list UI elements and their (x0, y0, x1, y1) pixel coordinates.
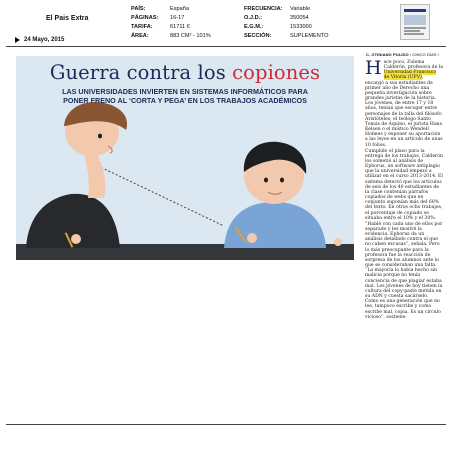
thumbnail-image (404, 15, 426, 25)
thumbnail-line (404, 27, 426, 29)
meta-value: 16-17 (170, 15, 185, 21)
thumbnail-masthead (404, 9, 426, 12)
meta-key: PÁGINAS: (131, 15, 159, 21)
meta-row (244, 32, 364, 41)
article-body-column (365, 57, 443, 321)
paragraph-text: ace poco, Zulema Calderón, profesora de la (383, 60, 443, 71)
article-paragraph (365, 57, 443, 148)
meta-left-block (131, 5, 246, 41)
article-hero (16, 56, 354, 260)
paragraph-text: , encargó a sus estudiantes de primer año de Derecho una pequeña investigación sobre grandes juristas de la historia. Los jóvenes, de entre 17 y 18 años, tenían que escoger entre personajes de la talla del filósofo Aristóteles, el teólogo Santo Tomás de Aquino, el jurista Hans Kelsen o el místico Wendell Holmes y exponer su aportación a las leyes en un artículo de unas 10 folios. (365, 75, 443, 148)
meta-row (131, 23, 246, 32)
meta-value: SUPLEMENTO (290, 33, 329, 39)
article-paragraph: “Hablé con cada uno de ellos por separado y les mostré la evidencia. Ephorus da un análisis detallado contra el que no caben excusas”, señala. Pero lo más preocupante para la profesora fue la reacción de sorpresa de los alumnos ante lo que se consideraban una falta. “La mayoría lo había hecho sin malicia porque no tenía conciencia de que plagiar estaba mal. Los jóvenes de hoy tienen la cultura del copy-paste metida en su ADN y cuesta sacárselo. Como es una generación que no lee, tampoco escribe y como escribe mal, copia. Es un círculo vicioso”, sostiene. (365, 221, 443, 320)
bottom-divider (6, 424, 446, 425)
meta-key: O.J.D.: (244, 15, 263, 21)
meta-value: Variable (290, 6, 311, 12)
left-student-eye (98, 134, 102, 139)
meta-key: ÁREA: (131, 33, 149, 39)
thumbnail-line (404, 30, 420, 32)
meta-key: FRECUENCIA: (244, 6, 283, 12)
meta-value: 350054 (290, 15, 309, 21)
meta-key: SECCIÓN: (244, 33, 272, 39)
top-divider (6, 46, 446, 47)
publication-name: El Pais Extra (46, 15, 89, 22)
highlighted-university: Universidad Francisco de Vitoria (UFV) (383, 70, 437, 81)
date-arrow-icon (15, 37, 20, 43)
article-paragraph: Cumplido el plazo para la entrega de los trabajos, Calderón los sometió al análisis de Ephorus, un software antiplagio que la universidad empezó a utilizar en el curso 2013-2014. El sistema detectó que los artículos de seis de los 40 estudiantes de la clase contenían párrafos copiados de webs que en conjunto suponían más del 60% del texto. En otros ocho trabajos, el porcentaje de copiado se situaba entre el 10% y el 30%. (365, 148, 443, 221)
article-title-main: Guerra contra los (49, 61, 233, 84)
issue-date: 24 Mayo, 2015 (24, 37, 65, 43)
meta-row (244, 14, 364, 23)
thumbnail-line (404, 33, 424, 35)
meta-value: España (170, 6, 189, 12)
left-student-hand (71, 234, 81, 244)
meta-key: E.G.M.: (244, 24, 264, 30)
meta-row (131, 32, 246, 41)
meta-key: TARIFA: (131, 24, 153, 30)
article-subtitle-line: LAS UNIVERSIDADES INVIERTEN EN SISTEMAS INFORMÁTICOS PARA (62, 87, 308, 96)
meta-row (131, 14, 246, 23)
page-thumbnail (400, 4, 430, 40)
article-title (16, 61, 354, 84)
meta-value: 61711 € (170, 24, 190, 30)
gaze-line (94, 164, 224, 226)
right-student-eye (264, 178, 268, 183)
meta-row (244, 5, 364, 14)
meta-key: PAÍS: (131, 6, 146, 12)
meta-value: 1533000 (290, 24, 312, 30)
article-title-accent: copiones (232, 61, 321, 84)
byline-author: C. OTINIANO PULIDO (366, 52, 409, 57)
meta-row (131, 5, 246, 14)
meta-row (244, 23, 364, 32)
right-student-hand (247, 233, 257, 243)
article-subtitle (16, 88, 354, 106)
right-student-body (224, 202, 326, 248)
byline-place: / CINCO DÍAS / (409, 52, 440, 57)
meta-value: 883 CM² - 101% (170, 33, 211, 39)
right-student-other-hand (334, 238, 342, 246)
right-student-eye (280, 178, 284, 183)
article-subtitle-line: PONER FRENO AL ‘CORTA Y PEGA’ EN LOS TRABAJOS ACADÉMICOS (63, 95, 307, 105)
drop-cap: H (365, 57, 382, 79)
meta-right-block (244, 5, 364, 41)
